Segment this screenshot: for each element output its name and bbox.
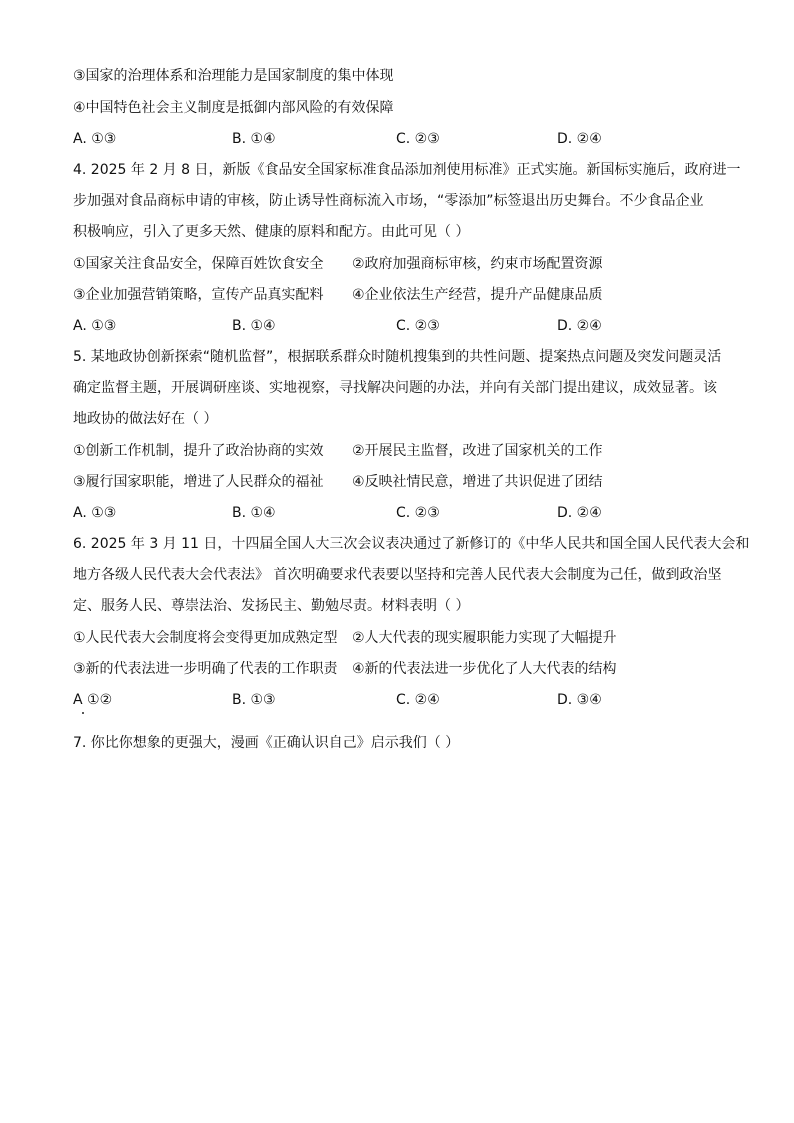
- q6-option-4: ④新的代表法进一步优化了人大代表的结构: [352, 661, 617, 677]
- q3-choice-c[interactable]: C. ②③: [396, 131, 440, 147]
- q5-option-3: ③履行国家职能，增进了人民群众的福祉: [73, 474, 324, 490]
- q3-choice-d[interactable]: D. ②④: [557, 131, 602, 147]
- q5-choice-a[interactable]: A. ①③: [73, 505, 117, 521]
- q6-option-2: ②人大代表的现实履职能力实现了大幅提升: [352, 630, 617, 646]
- q5-option-2: ②开展民主监督，改进了国家机关的工作: [352, 443, 603, 459]
- q5-choices: [0, 504, 794, 522]
- q5-choice-c[interactable]: C. ②③: [396, 505, 440, 521]
- q6-choices: [0, 691, 794, 709]
- q6-stem-line-1: 6. 2025 年 3 月 11 日，十四届全国人大三次会议表决通过了新修订的《中华人民共和国全国人民代表大会和: [73, 536, 750, 552]
- q4-option-1: ①国家关注食品安全，保障百姓饮食安全: [73, 256, 324, 272]
- q4-options-row-1: [0, 255, 794, 273]
- q6-choice-d[interactable]: D. ③④: [557, 692, 602, 708]
- q4-stem-line-2: 步加强对食品商标申请的审核，防止诱导性商标流入市场，“零添加”标签退出历史舞台。不少食品企业: [73, 193, 704, 209]
- q5-options-row-1: [0, 442, 794, 460]
- q5-choice-b[interactable]: B. ①④: [232, 505, 276, 521]
- q6-option-3: ③新的代表法进一步明确了代表的工作职责: [73, 661, 338, 677]
- q4-option-2: ②政府加强商标审核，约束市场配置资源: [352, 256, 603, 272]
- q3-statement-4: ④中国特色社会主义制度是抵御内部风险的有效保障: [73, 100, 394, 116]
- q4-stem-line-1: 4. 2025 年 2 月 8 日，新版《食品安全国家标准食品添加剂使用标准》正式实施。新国标实施后，政府进一: [73, 162, 741, 178]
- q4-choice-c[interactable]: C. ②③: [396, 318, 440, 334]
- q3-choice-b[interactable]: B. ①④: [232, 131, 276, 147]
- q5-stem-line-3: 地政协的做法好在（ ）: [73, 411, 218, 427]
- q6-options-row-1: [0, 629, 794, 647]
- q6-stem-line-3: 定、服务人民、尊崇法治、发扬民主、勤勉尽责。材料表明（ ）: [73, 598, 470, 614]
- q4-choices: [0, 317, 794, 335]
- q6-options-row-2: [0, 660, 794, 678]
- q5-option-4: ④反映社情民意，增进了共识促进了团结: [352, 474, 603, 490]
- q5-option-1: ①创新工作机制，提升了政治协商的实效: [73, 443, 324, 459]
- q4-stem-line-3: 积极响应，引入了更多天然、健康的原料和配方。由此可见（ ）: [73, 224, 470, 240]
- q4-choice-d[interactable]: D. ②④: [557, 318, 602, 334]
- q5-choice-d[interactable]: D. ②④: [557, 505, 602, 521]
- q4-option-4: ④企业依法生产经营，提升产品健康品质: [352, 287, 603, 303]
- q4-choice-b[interactable]: B. ①④: [232, 318, 276, 334]
- q6-choice-c[interactable]: C. ②④: [396, 692, 440, 708]
- q6-stem-line-2: 地方各级人民代表大会代表法》 首次明确要求代表要以坚持和完善人民代表大会制度为己任，做到政治坚: [73, 567, 722, 583]
- q6-choice-a[interactable]: A ①②: [73, 692, 113, 708]
- q4-choice-a[interactable]: A. ①③: [73, 318, 117, 334]
- q3-choice-a[interactable]: A. ①③: [73, 131, 117, 147]
- q4-option-3: ③企业加强营销策略，宣传产品真实配料: [73, 287, 324, 303]
- q6-choice-b[interactable]: B. ①③: [232, 692, 276, 708]
- q5-stem-line-2: 确定监督主题，开展调研座谈、实地视察，寻找解决问题的办法，并向有关部门提出建议，成效显著。该: [73, 380, 717, 396]
- q6-option-1: ①人民代表大会制度将会变得更加成熟定型: [73, 630, 338, 646]
- q7-stem-line: 7. 你比你想象的更强大，漫画《正确认识自己》启示我们（ ）: [73, 735, 460, 751]
- stray-dot-mark: [82, 712, 84, 714]
- q4-options-row-2: [0, 286, 794, 304]
- q3-statement-3: ③国家的治理体系和治理能力是国家制度的集中体现: [73, 68, 394, 84]
- q3-choices: [0, 130, 794, 148]
- q5-stem-line-1: 5. 某地政协创新探索“随机监督”，根据联系群众时随机搜集到的共性问题、提案热点问题及突发问题灵活: [73, 349, 722, 365]
- q5-options-row-2: [0, 473, 794, 491]
